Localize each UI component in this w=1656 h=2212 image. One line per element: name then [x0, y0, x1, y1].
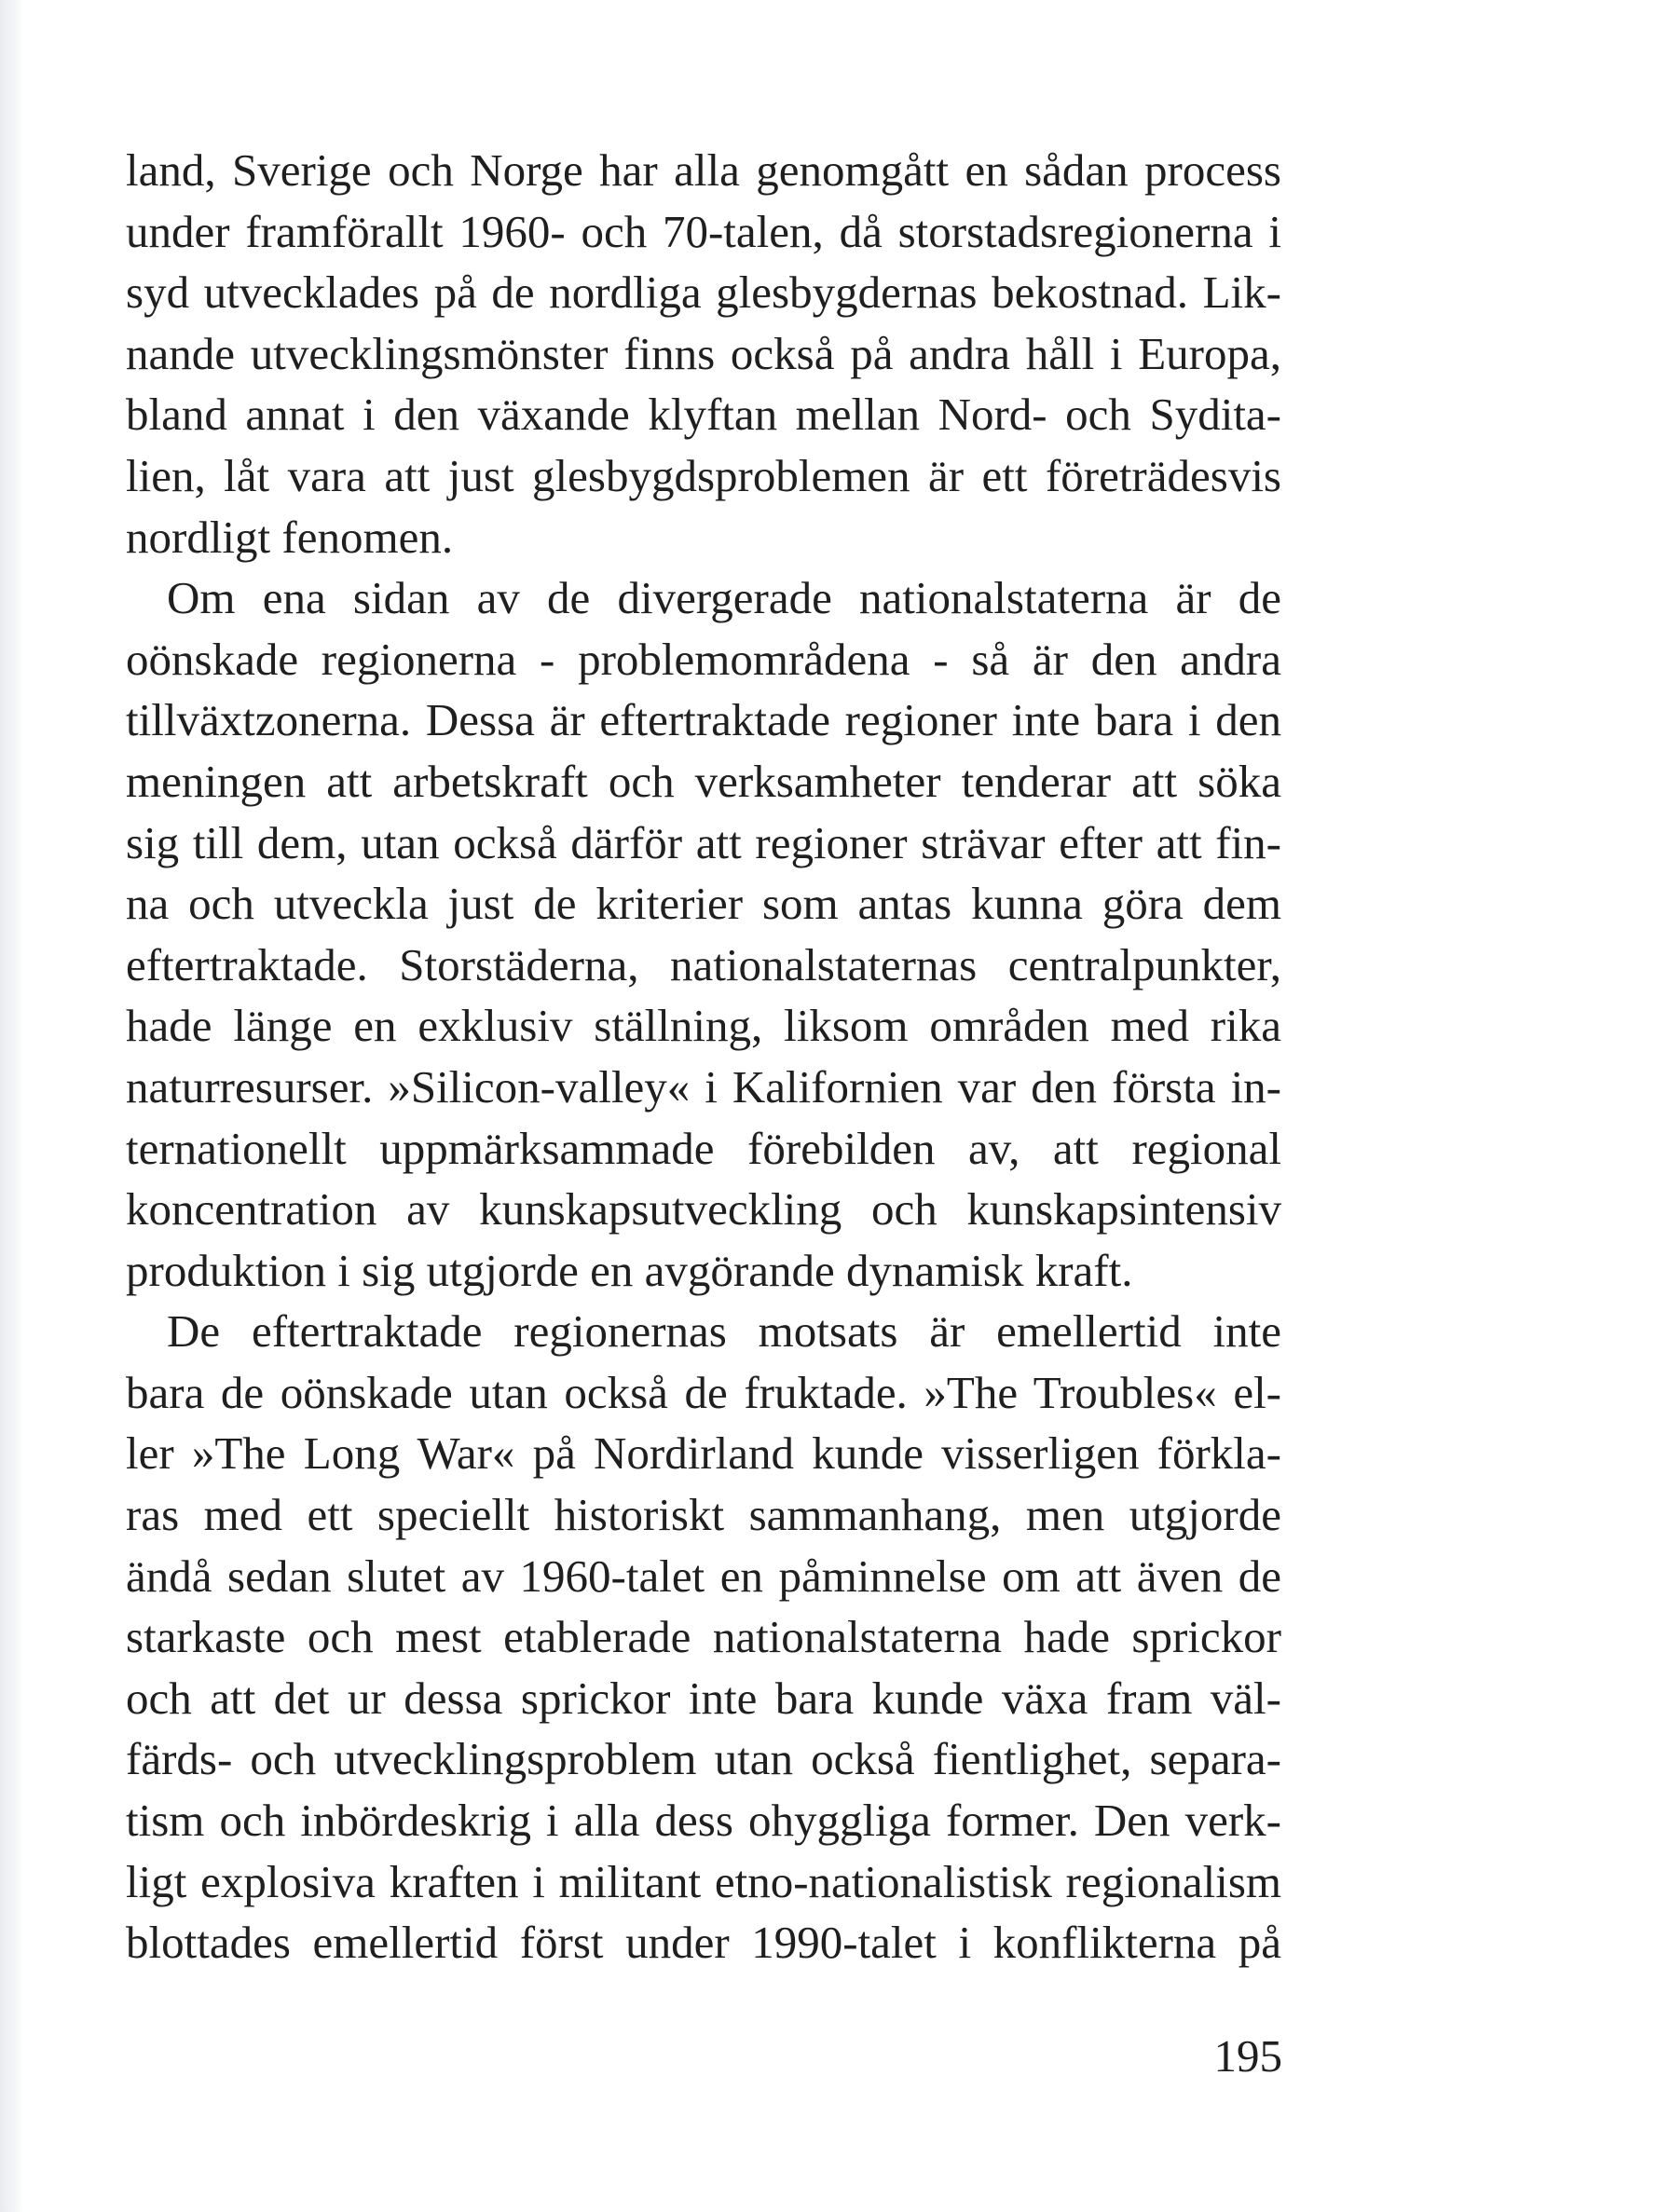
text-line: starkaste och mest etablerade nationalstaterna hade sprickor: [126, 1611, 1281, 1663]
text-line: bland annat i den växande klyftan mellan Nord- och Sydita-: [126, 389, 1281, 441]
text-line: tism och inbördeskrig i alla dess ohyggliga former. Den verk-: [126, 1795, 1281, 1847]
text-line: blottades emellertid först under 1990-talet i konflikterna på: [126, 1917, 1281, 1969]
text-line: produktion i sig utgjorde en avgörande dynamisk kraft.: [126, 1244, 1133, 1296]
page-number: 195: [1213, 2030, 1282, 2082]
text-line: ras med ett speciellt historiskt sammanhang, men utgjorde: [126, 1489, 1281, 1541]
text-line: oönskade regionerna - problemområdena - så är den andra: [126, 633, 1281, 685]
text-line: ligt explosiva kraften i militant etno-nationalistisk regionalism: [126, 1855, 1281, 1907]
text-line: land, Sverige och Norge har alla genomgått en sådan process: [126, 144, 1281, 196]
text-line: nande utvecklingsmönster finns också på andra håll i Europa,: [126, 327, 1281, 379]
text-line: och att det ur dessa sprickor inte bara kunde växa fram väl-: [126, 1672, 1281, 1724]
text-line: ändå sedan slutet av 1960-talet en påminnelse om att även de: [126, 1550, 1281, 1602]
text-line: hade länge en exklusiv ställning, liksom områden med rika: [126, 1000, 1281, 1052]
text-line: syd utvecklades på de nordliga glesbygdernas bekostnad. Lik-: [126, 266, 1281, 319]
text-line: Om ena sidan av de divergerade nationalstaterna är de: [167, 572, 1281, 624]
text-line: meningen att arbetskraft och verksamheter tenderar att söka: [126, 755, 1281, 807]
text-line: tillväxtzonerna. Dessa är eftertraktade regioner inte bara i den: [126, 694, 1281, 746]
text-line: naturresurser. »Silicon-valley« i Kalifornien var den första in-: [126, 1060, 1281, 1113]
text-line: De eftertraktade regionernas motsats är emellertid inte: [167, 1305, 1281, 1358]
text-line: lien, låt vara att just glesbygdsproblemen är ett företrädesvis: [126, 449, 1281, 501]
text-line: koncentration av kunskapsutveckling och kunskapsintensiv: [126, 1183, 1281, 1236]
paragraph: [126, 567, 1281, 1301]
paragraph: [126, 1301, 1281, 1973]
text-line: na och utveckla just de kriterier som antas kunna göra dem: [126, 878, 1281, 930]
text-line: bara de oönskade utan också de fruktade. »The Troubles« el-: [126, 1366, 1281, 1418]
scan-edge: [0, 0, 24, 2212]
text-line: färds- och utvecklingsproblem utan också fientlighet, separa-: [126, 1733, 1281, 1785]
text-line: eftertraktade. Storstäderna, nationalstaternas centralpunkter,: [126, 938, 1281, 990]
text-line: ler »The Long War« på Nordirland kunde visserligen förkla-: [126, 1427, 1281, 1480]
text-line: nordligt fenomen.: [126, 511, 454, 563]
text-line: sig till dem, utan också därför att regioner strävar efter att fin-: [126, 816, 1281, 868]
text-line: ternationellt uppmärksammade förebilden av, att regional: [126, 1122, 1281, 1174]
page-body: [126, 140, 1281, 1973]
text-line: under framförallt 1960- och 70-talen, då storstadsregionerna i: [126, 205, 1281, 257]
paragraph: [126, 140, 1281, 567]
